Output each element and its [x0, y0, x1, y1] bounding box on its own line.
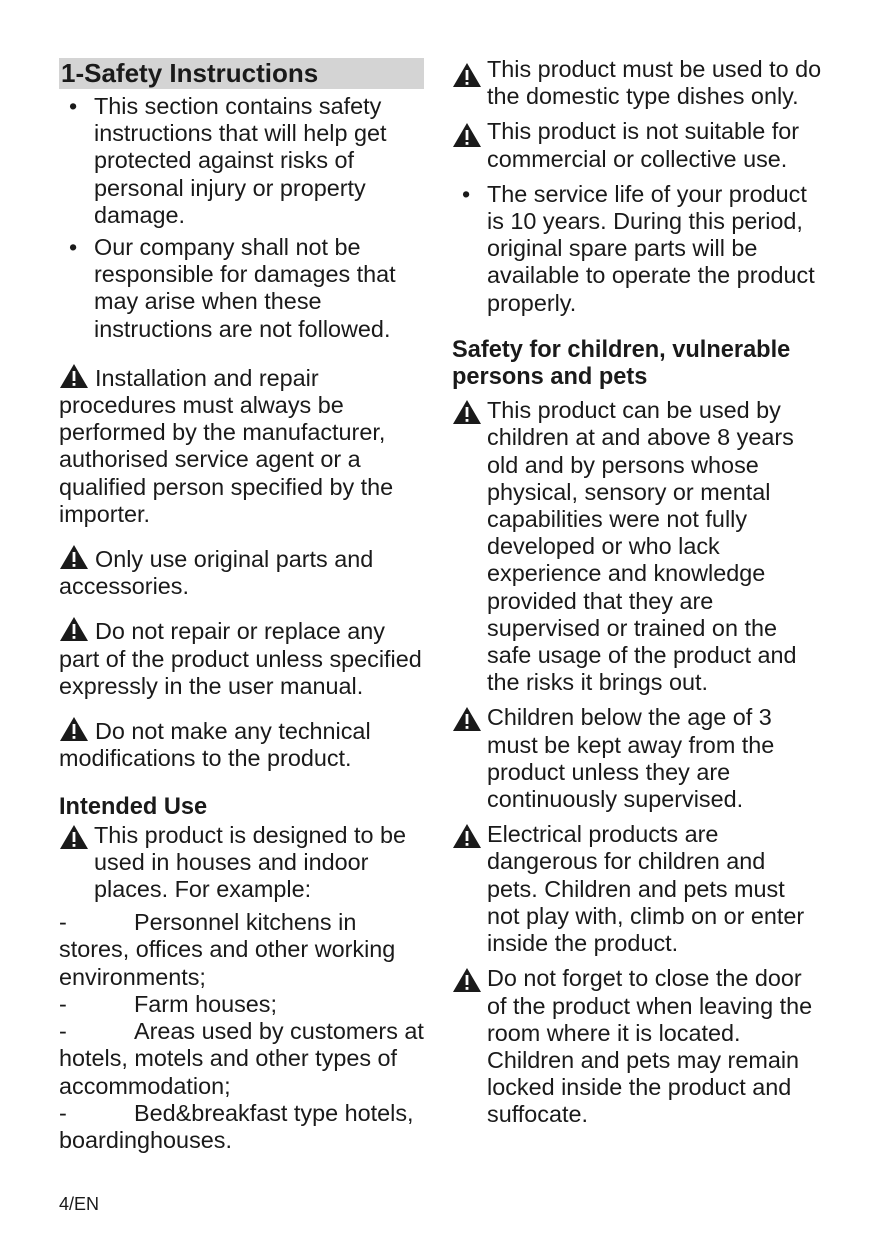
warning-paragraph: Electrical products are dangerous for children and pets. Children and pets must not play with, climb on or enter inside the product. — [452, 821, 822, 957]
right-column — [452, 56, 822, 1137]
warning-triangle-icon — [452, 122, 482, 148]
warning-paragraph: Do not forget to close the door of the product when leaving the room where it is located. Children and pets may remain locked inside the product and suffocate. — [452, 965, 822, 1128]
section-title: 1-Safety Instructions — [59, 58, 424, 89]
warning-paragraph: Installation and repair procedures must always be performed by the manufacturer, authorised service agent or a qualified person specified by the importer. — [59, 364, 394, 527]
warning-paragraph: Do not make any technical modifications to the product. — [59, 718, 371, 772]
warning-paragraph: This product can be used by children at and above 8 years old and by persons whose physical, sensory or mental capabilities were not fully developed or who lack experience and knowledge provided that they are supervised or trained on the safe usage of the product and the risks it brings out. — [452, 397, 822, 696]
bullet-dot-icon: • — [69, 234, 78, 261]
warning-triangle-icon — [452, 706, 482, 732]
list-item: - Bed&breakfast type hotels, boardinghouses. — [59, 1099, 414, 1153]
examples-list — [59, 909, 424, 1154]
service-life-bullet — [452, 181, 822, 317]
bullet-dot-icon: • — [462, 180, 471, 207]
warning-triangle-icon — [59, 716, 89, 742]
warning-triangle-icon — [452, 399, 482, 425]
bullet-item: • Our company shall not be responsible for damages that may arise when these instructions are not followed. — [69, 234, 396, 342]
bullet-dot-icon: • — [69, 93, 78, 119]
warning-triangle-icon — [59, 363, 89, 389]
warning-paragraph: This product is not suitable for commercial or collective use. — [452, 118, 822, 172]
page-number: 4/EN — [59, 1194, 100, 1214]
bullet-item: • The service life of your product is 10 years. During this period, original spare parts will be available to operate the product properly. — [462, 180, 815, 316]
list-item: - Personnel kitchens in stores, offices and other working environments; — [59, 909, 396, 990]
warning-paragraph: Do not repair or replace any part of the product unless specified expressly in the user manual. — [59, 618, 422, 699]
warning-paragraph: This product must be used to do the domestic type dishes only. — [452, 56, 822, 110]
list-item: - Areas used by customers at hotels, motels and other types of accommodation; — [59, 1018, 424, 1099]
warning-triangle-icon — [452, 967, 482, 993]
left-column — [59, 58, 424, 1154]
intended-use-heading: Intended Use — [59, 794, 208, 821]
warning-triangle-icon — [452, 62, 482, 88]
children-safety-heading: Safety for children, vulnerable persons and pets — [452, 336, 791, 391]
list-item: - Farm houses; — [59, 990, 277, 1017]
intended-use-warning: This product is designed to be used in houses and indoor places. For example: — [59, 822, 424, 904]
warning-triangle-icon — [452, 823, 482, 849]
bullet-item: • This section contains safety instructions that will help get protected against risks of personal injury or property damage. — [69, 93, 387, 228]
warning-paragraph: Children below the age of 3 must be kept away from the product unless they are continuously supervised. — [452, 704, 822, 813]
warning-triangle-icon — [59, 824, 89, 850]
intro-bullets — [59, 93, 424, 343]
warning-triangle-icon — [59, 616, 89, 642]
warning-triangle-icon — [59, 544, 89, 570]
warning-paragraph: Only use original parts and accessories. — [59, 546, 374, 600]
